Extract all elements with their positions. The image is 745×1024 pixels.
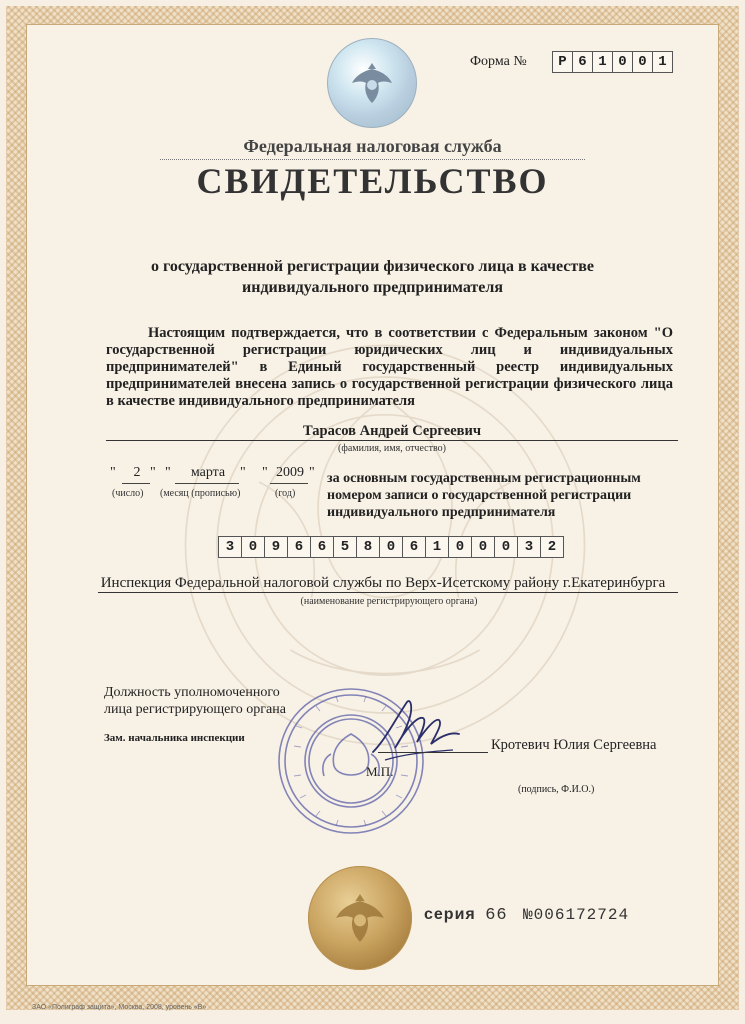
registration-number-cell: 9 bbox=[264, 536, 288, 558]
printer-imprint: ЗАО «Полиграф защита», Москва, 2008, уровень «В» bbox=[32, 1004, 207, 1011]
registration-number-cells bbox=[219, 536, 564, 558]
position-label-line: лица регистрирующего органа bbox=[104, 702, 286, 717]
form-code-cell: 1 bbox=[652, 51, 673, 73]
registration-number-cell: 0 bbox=[471, 536, 495, 558]
series-number bbox=[424, 906, 629, 925]
date-month-open-quote: " bbox=[165, 465, 171, 480]
seal-place-label: М.П. bbox=[366, 764, 394, 779]
date-year-open-quote: " bbox=[262, 465, 268, 480]
hologram-emblem bbox=[327, 38, 417, 128]
position-label bbox=[104, 684, 286, 718]
certificate-title: СВИДЕТЕЛЬСТВО bbox=[196, 161, 549, 201]
registration-number-cell: 5 bbox=[333, 536, 357, 558]
form-code-cell: 0 bbox=[612, 51, 633, 73]
registration-number-cell: 0 bbox=[379, 536, 403, 558]
signer-name: Кротевич Юлия Сергеевна bbox=[491, 737, 657, 753]
confirmation-text: Настоящим подтверждается, что в соответствии с Федеральным законом "О государственной регистрации юридических лиц и индивидуальных предпринимателей" в Единый государственный реестр индивидуальных предпринимателей внесена запись о государственной регистрации физического лица в качестве индивидуального предпринимателя bbox=[106, 325, 673, 409]
form-label: Форма № bbox=[470, 54, 527, 69]
name-underline bbox=[106, 440, 678, 441]
registration-number-cell: 6 bbox=[402, 536, 426, 558]
registration-number-cell: 0 bbox=[494, 536, 518, 558]
date-day: 2 bbox=[133, 465, 141, 480]
month-caption: (месяц (прописью) bbox=[160, 488, 241, 499]
date-year-close-quote: " bbox=[309, 465, 315, 480]
eagle-emblem-icon bbox=[329, 887, 391, 949]
form-code-cell: Р bbox=[552, 51, 573, 73]
subtitle-line: индивидуального предпринимателя bbox=[242, 279, 503, 296]
month-underline bbox=[175, 483, 239, 484]
issuing-service: Федеральная налоговая служба bbox=[243, 136, 502, 156]
subtitle-line: о государственной регистрации физического лица в качестве bbox=[151, 258, 594, 275]
registration-number-cell: 6 bbox=[310, 536, 334, 558]
registration-number-cell: 3 bbox=[218, 536, 242, 558]
authority-caption: (наименование регистрирующего органа) bbox=[300, 596, 478, 607]
name-caption: (фамилия, имя, отчество) bbox=[338, 443, 446, 454]
day-underline bbox=[122, 483, 150, 484]
form-code-cell: 6 bbox=[572, 51, 593, 73]
registration-number-cell: 6 bbox=[287, 536, 311, 558]
date-day-close-quote: " bbox=[150, 465, 156, 480]
registration-number-cell: 3 bbox=[517, 536, 541, 558]
handwritten-signature-icon bbox=[365, 690, 465, 770]
official-position: Зам. начальника инспекции bbox=[104, 732, 245, 744]
registration-number-cell: 1 bbox=[425, 536, 449, 558]
signature-caption: (подпись, Ф.И.О.) bbox=[518, 784, 595, 795]
year-underline bbox=[270, 483, 308, 484]
registration-number-cell: 8 bbox=[356, 536, 380, 558]
series-label: серия bbox=[424, 906, 476, 923]
signature-line bbox=[378, 752, 488, 753]
registration-number-cell: 0 bbox=[241, 536, 265, 558]
eagle-emblem-icon bbox=[346, 57, 398, 109]
day-caption: (число) bbox=[112, 488, 144, 499]
position-label-line: Должность уполномоченного bbox=[104, 685, 280, 700]
registration-number-cell: 2 bbox=[540, 536, 564, 558]
form-code-cells bbox=[553, 51, 673, 73]
date-month: марта bbox=[190, 465, 226, 480]
form-code-cell: 1 bbox=[592, 51, 613, 73]
registration-number-cell: 0 bbox=[448, 536, 472, 558]
authority-underline bbox=[98, 592, 678, 593]
blank-serial-number: №006172724 bbox=[523, 906, 630, 924]
certificate-subtitle bbox=[120, 256, 625, 298]
registration-text: за основным государственным регистрационным номером записи о государственной регистрации индивидуального предпринимателя bbox=[327, 471, 641, 520]
year-caption: (год) bbox=[275, 488, 296, 499]
registering-authority: Инспекция Федеральной налоговой службы по Верх-Исетскому району г.Екатеринбурга bbox=[100, 575, 666, 591]
date-month-close-quote: " bbox=[240, 465, 246, 480]
series-value: 66 bbox=[485, 906, 508, 925]
date-year: 2009 bbox=[276, 465, 304, 480]
form-code-cell: 0 bbox=[632, 51, 653, 73]
gold-embossed-seal bbox=[308, 866, 412, 970]
date-day-open-quote: " bbox=[110, 465, 116, 480]
person-name: Тарасов Андрей Сергеевич bbox=[302, 423, 482, 439]
